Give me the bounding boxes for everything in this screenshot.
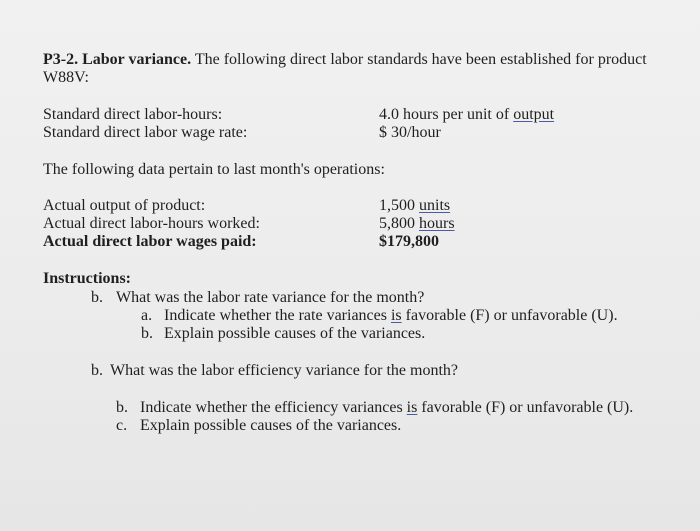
standard-hours-value: 4.0 hours per unit of output bbox=[379, 106, 555, 123]
actual-hours-value: 5,800 hours bbox=[379, 215, 455, 232]
q2b-text: Indicate whether the efficiency variances is favorable (F) or unfavorable (U). bbox=[140, 399, 634, 416]
q1b-marker: b. bbox=[141, 325, 153, 342]
instructions-title: Instructions: bbox=[43, 270, 132, 287]
problem-heading-line2: W88V: bbox=[43, 69, 89, 86]
output-link: output bbox=[513, 106, 555, 123]
actual-wages-label: Actual direct labor wages paid: bbox=[43, 233, 257, 250]
data-intro: The following data pertain to last month's operations: bbox=[43, 161, 385, 178]
problem-heading-line1: The following direct labor standards have been established for product bbox=[191, 51, 647, 68]
q2b-marker: b. bbox=[116, 399, 128, 416]
standard-hours-label: Standard direct labor-hours: bbox=[43, 106, 223, 123]
q2c-text: Explain possible causes of the variances. bbox=[140, 417, 402, 434]
problem-heading bbox=[43, 51, 647, 69]
q1-text: What was the labor rate variance for the month? bbox=[116, 289, 425, 306]
actual-output-value: 1,500 units bbox=[379, 197, 451, 214]
standard-rate-label: Standard direct labor wage rate: bbox=[43, 124, 248, 141]
q2c-marker: c. bbox=[116, 417, 128, 434]
q2-text: What was the labor efficiency variance for the month? bbox=[110, 362, 458, 379]
q1a-marker: a. bbox=[141, 307, 153, 324]
q1a-text: Indicate whether the rate variances is favorable (F) or unfavorable (U). bbox=[164, 307, 618, 324]
actual-hours-label: Actual direct labor-hours worked: bbox=[43, 215, 260, 232]
actual-wages-value: $179,800 bbox=[379, 233, 439, 250]
actual-output-label: Actual output of product: bbox=[43, 197, 206, 214]
q2-marker: b. bbox=[91, 362, 103, 379]
q1-marker: b. bbox=[91, 289, 103, 306]
standard-rate-value: $ 30/hour bbox=[379, 124, 441, 141]
problem-number: P3-2. Labor variance. bbox=[43, 51, 192, 68]
q1b-text: Explain possible causes of the variances. bbox=[164, 325, 426, 342]
